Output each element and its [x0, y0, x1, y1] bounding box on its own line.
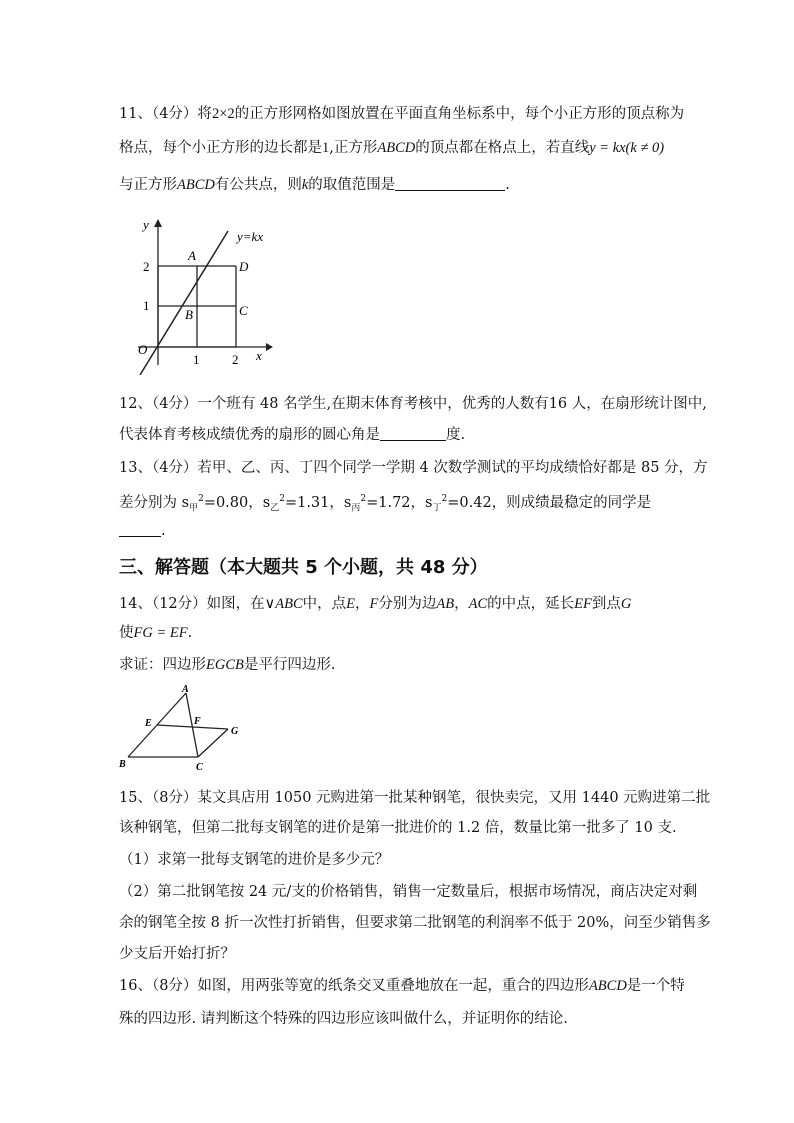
x-axis-arrow [266, 343, 273, 351]
x-axis-label: x [256, 348, 262, 363]
q13-line1: 13、（4分）若甲、乙、丙、丁四个同学一学期 4 次数学测试的平均成绩恰好都是 85 分，方 [119, 460, 708, 476]
q11-line1: 11、（4分）将2×2的正方形网格如图放置在平面直角坐标系中，每个小正方形的顶点称为 [119, 106, 685, 122]
q13-answer-blank[interactable] [119, 522, 161, 537]
section-heading: 三、解答题（本大题共 5 个小题，共 48 分） [119, 557, 488, 578]
q14-line1: 14、（12分）如图，在∨ABC中，点E，F分别为边AB，AC的中点，延长EF到点G [119, 596, 632, 612]
point-b-label: B [185, 307, 193, 322]
y-tick-1: 1 [143, 298, 150, 313]
q14-triangle-figure [116, 684, 246, 774]
point-c-label: C [196, 762, 203, 773]
y-axis-label: y [143, 217, 149, 232]
y-axis-arrow [154, 219, 162, 227]
q15-part2-line2: 余的钢笔全按 8 折一次性打折销售，但要求第二批钢笔的利润率不低于 20%，问至少销售多 [119, 915, 711, 931]
segment-gc [198, 729, 228, 757]
q15-part2-line1: （2）第二批钢笔按 24 元/支的价格销售，销售一定数量后，根据市场情况，商店决定对剩 [119, 884, 698, 900]
q15-part1: （1）求第一批每支钢笔的进价是多少元？ [119, 852, 390, 868]
y-tick-2: 2 [143, 259, 150, 274]
q11-line3: 与正方形ABCD有公共点，则k的取值范围是 . [119, 177, 510, 193]
point-d-label: D [239, 259, 249, 274]
origin-label: O [138, 342, 148, 357]
q11-coordinate-figure [118, 215, 278, 375]
q11-line2: 格点，每个小正方形的边长都是1,正方形ABCD的顶点都在格点上，若直线y = kx(k ≠ 0) [119, 140, 665, 156]
square-grid [158, 266, 236, 347]
x-tick-2: 2 [232, 352, 239, 367]
q15-line1: 15、（8分）某文具店用 1050 元购进第一批某种钢笔，很快卖完，又用 1440 元购进第二批 [119, 790, 711, 806]
q15-line2: 该种钢笔，但第二批每支钢笔的进价是第一批进价的 1.2 倍，数量比第一批多了 10 支. [119, 820, 677, 836]
q12-line1: 12、（4分）一个班有 48 名学生,在期末体育考核中，优秀的人数有16 人，在扇形统计图中, [119, 396, 707, 412]
q11-answer-blank[interactable] [395, 176, 505, 191]
q11-grid-size: 2×2 [211, 106, 235, 122]
point-a-label: A [188, 248, 196, 263]
q16-line2: 殊的四边形. 请判断这个特殊的四边形应该叫做什么，并证明你的结论. [119, 1011, 568, 1027]
q13-line3: . [119, 521, 166, 541]
q14-line3: 求证：四边形EGCB是平行四边形. [119, 657, 336, 673]
point-f-label: F [194, 716, 201, 727]
point-a-label: A [182, 684, 189, 695]
q14-line2: 使FG = EF. [119, 625, 193, 641]
q11-line-equation: y = kx(k ≠ 0) [589, 140, 665, 156]
point-e-label: E [145, 718, 152, 729]
x-tick-1: 1 [193, 352, 200, 367]
q15-part2-line3: 少支后开始打折？ [119, 946, 235, 962]
q12-line2: 代表体育考核成绩优秀的扇形的圆心角是 度. [119, 427, 466, 443]
point-c-label: C [239, 303, 248, 318]
q12-answer-blank[interactable] [380, 426, 446, 441]
q13-line2: 差分别为 $s_甲^2=0.80$，$s_乙^2=1.31$，$s_丙^2=1.72$，$s_丁^2=0.42$，则成绩最稳定的同学是 [119, 494, 652, 514]
point-b-label: B [119, 759, 126, 770]
point-g-label: G [231, 726, 239, 737]
line-label: y=kx [237, 229, 264, 244]
q16-line1: 16、（8分）如图，用两张等宽的纸条交叉重叠地放在一起，重合的四边形ABCD是一个特 [119, 978, 685, 994]
line-y-kx [140, 231, 228, 375]
